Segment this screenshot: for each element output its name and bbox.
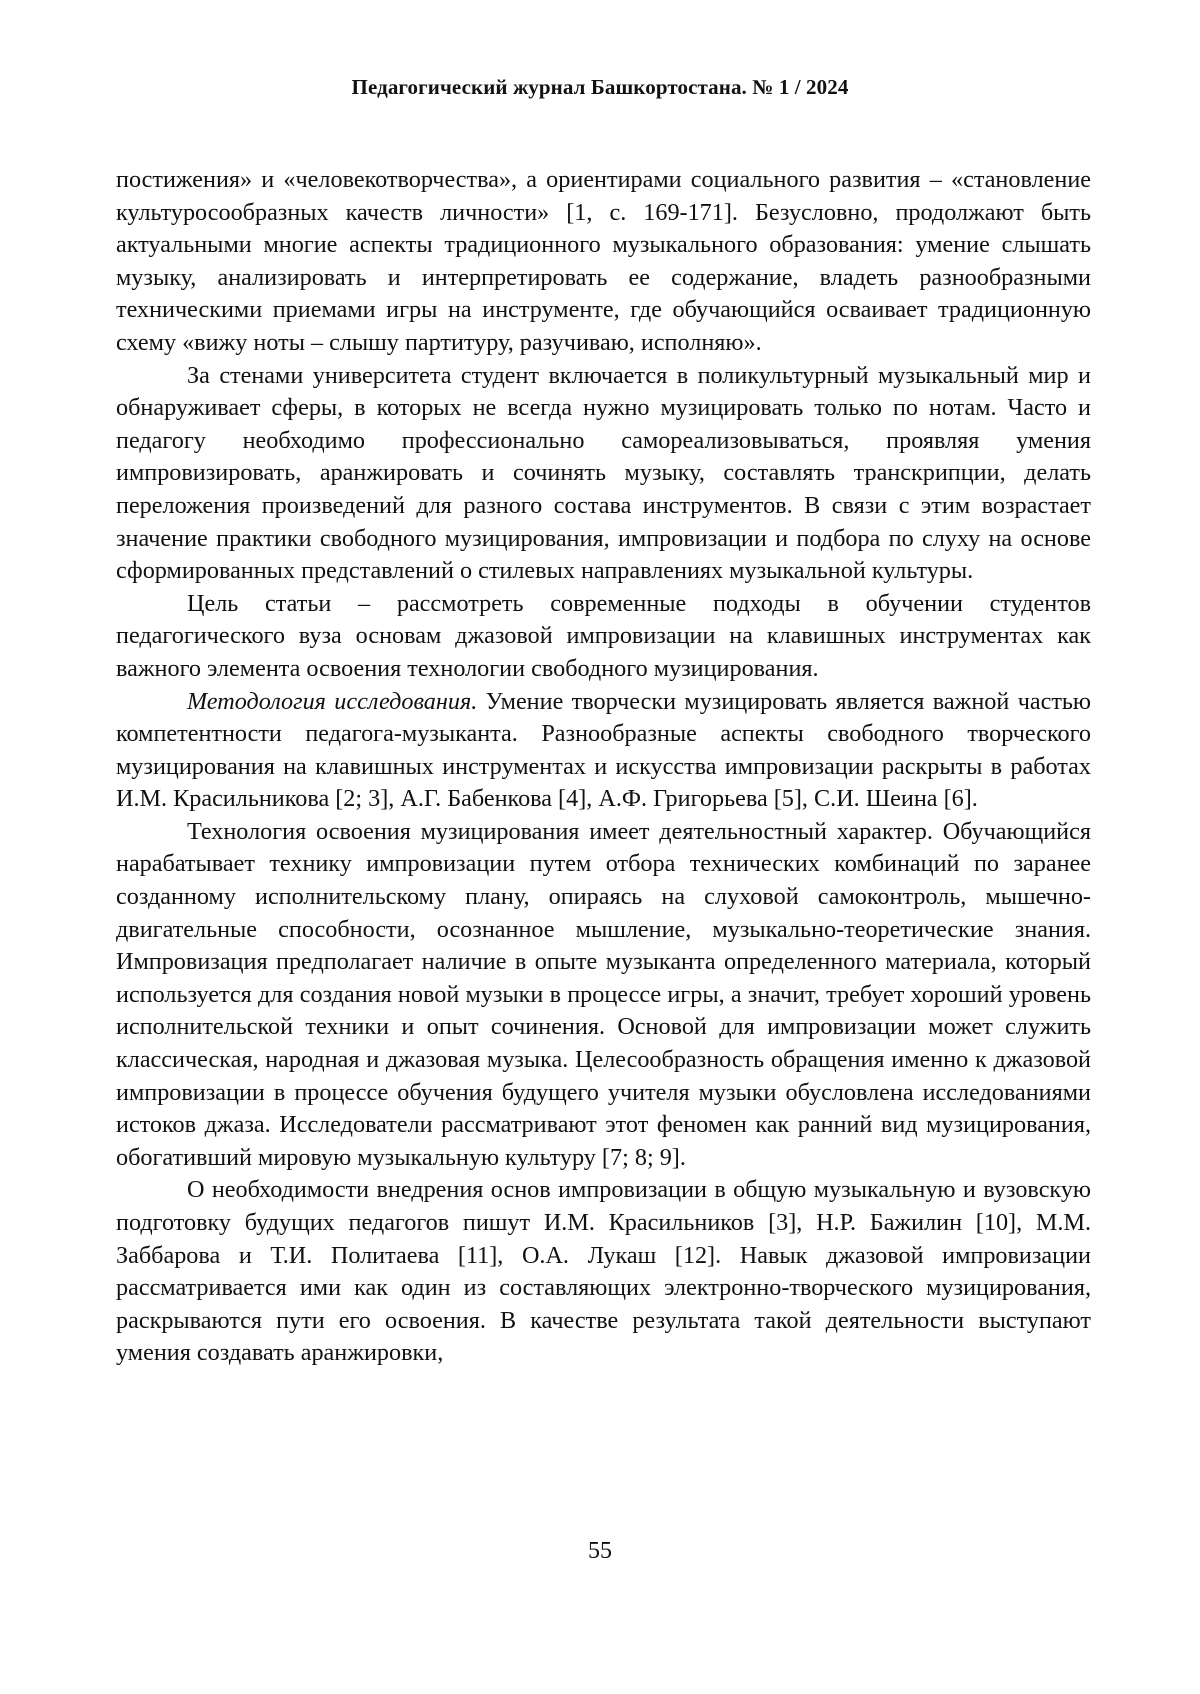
paragraph-university: За стенами университета студент включается в поликультурный музыкальный мир и обнаруживает сферы, в которых не всегда нужно музицировать только по нотам. Часто и педагогу необходимо профессионально самореализовываться, проявляя умения импровизировать, аранжировать и сочинять музыку, составлять транскрипции, делать переложения произведений для разного состава инструментов. В связи с этим возрастает значение практики свободного музицирования, импровизации и подбора по слуху на основе сформированных представлений о стилевых направлениях музыкальной культуры. — [116, 360, 1091, 588]
journal-page — [0, 0, 1200, 1694]
paragraph-improvisation-necessity: О необходимости внедрения основ импровизации в общую музыкальную и вузовскую подготовку будущих педагогов пишут И.М. Красильников [3], Н.Р. Бажилин [10], М.М. Заббарова и Т.И. Политаева [11], О.А. Лукаш [12]. Навык джазовой импровизации рассматривается ими как один из составляющих электронно-творческого музицирования, раскрываются пути его освоения. В качестве результата такой деятельности выступают умения создавать аранжировки, — [116, 1174, 1091, 1370]
article-body — [116, 164, 1091, 1370]
running-header: Педагогический журнал Башкортостана. № 1 / 2024 — [0, 74, 1200, 100]
paragraph-methodology — [116, 686, 1091, 816]
paragraph-continuation: постижения» и «человекотворчества», а ориентирами социального развития – «становление культуросообразных качеств личности» [1, с. 169-171]. Безусловно, продолжают быть актуальными многие аспекты традиционного музыкального образования: умение слышать музыку, анализировать и интерпретировать ее содержание, владеть разнообразными техническими приемами игры на инструменте, где обучающийся осваивает традиционную схему «вижу ноты – слышу партитуру, разучиваю, исполняю». — [116, 164, 1091, 360]
paragraph-technology: Технология освоения музицирования имеет деятельностный характер. Обучающийся нарабатывает технику импровизации путем отбора технических комбинаций по заранее созданному исполнительскому плану, опираясь на слуховой самоконтроль, мышечно-двигательные способности, осознанное мышление, музыкально-теоретические знания. Импровизация предполагает наличие в опыте музыканта определенного материала, который используется для создания новой музыки в процессе игры, а значит, требует хороший уровень исполнительской техники и опыт сочинения. Основой для импровизации может служить классическая, народная и джазовая музыка. Целесообразность обращения именно к джазовой импровизации в процессе обучения будущего учителя музыки обусловлена исследованиями истоков джаза. Исследователи рассматривают этот феномен как ранний вид музицирования, обогативший мировую музыкальную культуру [7; 8; 9]. — [116, 816, 1091, 1175]
methodology-heading: Методология исследования. — [187, 688, 477, 715]
paragraph-article-goal: Цель статьи – рассмотреть современные подходы в обучении студентов педагогического вуза основам джазовой импровизации на клавишных инструментах как важного элемента освоения технологии свободного музицирования. — [116, 588, 1091, 686]
page-number: 55 — [0, 1536, 1200, 1566]
methodology-text: Умение творчески музицировать является важной частью компетентности педагога-музыканта. Разнообразные аспекты свободного творческого музицирования на клавишных инструментах и искусства импровизации раскрыты в работах И.М. Красильникова [2; 3], А.Г. Бабенкова [4], А.Ф. Григорьева [5], С.И. Шеина [6]. — [116, 688, 1091, 813]
